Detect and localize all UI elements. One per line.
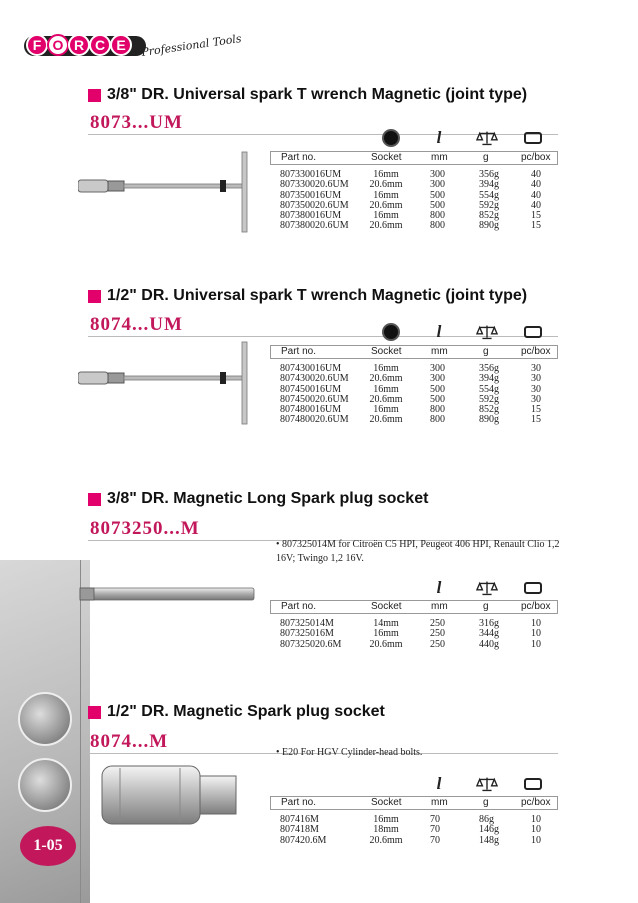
- header-g: g: [483, 601, 489, 612]
- header-part: Part no.: [281, 152, 317, 163]
- weight-column: [479, 619, 499, 650]
- box-column: [531, 619, 541, 650]
- table-cell: 16mm: [373, 169, 399, 180]
- table-cell: 20.6mm: [369, 220, 403, 232]
- table-cell: 807325016M: [280, 628, 334, 640]
- table-cell: 20.6mm: [369, 199, 403, 211]
- title-marker: [88, 493, 101, 506]
- table-cell: 554g: [479, 383, 499, 395]
- tool-photo-circle: [18, 758, 72, 812]
- logo-letter: O: [47, 34, 69, 56]
- table-cell: 10: [531, 814, 541, 825]
- table-cell: 800: [430, 210, 445, 222]
- product-note: • E20 For HGV Cylinder-head bolts.: [276, 747, 423, 758]
- header-part: Part no.: [281, 601, 317, 612]
- band-divider: [80, 560, 81, 903]
- mm-column: [430, 364, 445, 426]
- part-column: [280, 815, 326, 846]
- table-cell: 15: [531, 210, 541, 222]
- box-icon: [522, 578, 544, 598]
- table-cell: 500: [430, 199, 445, 211]
- table-cell: 800: [430, 220, 445, 232]
- table-cell: 40: [531, 199, 541, 211]
- header-box: pc/box: [521, 797, 551, 808]
- header-part: Part no.: [281, 797, 317, 808]
- weight-column: [479, 170, 499, 232]
- table-cell: 20.6mm: [369, 393, 403, 405]
- table-cell: 10: [531, 628, 541, 640]
- t-wrench-illustration: [78, 150, 258, 240]
- table-cell: 500: [430, 383, 445, 395]
- table-cell: 592g: [479, 199, 499, 211]
- header-mm: mm: [431, 152, 448, 163]
- table-cell: 20.6mm: [369, 834, 403, 846]
- table-cell: 807480016UM: [280, 404, 342, 416]
- table-cell: 807325020.6M: [280, 638, 342, 650]
- table-cell: 10: [531, 834, 541, 846]
- table-cell: 356g: [479, 169, 499, 180]
- section-title-text: 3/8" DR. Magnetic Long Spark plug socket: [107, 490, 429, 507]
- page-number-badge: 1-05: [20, 826, 76, 866]
- table-cell: 40: [531, 179, 541, 191]
- part-column: [280, 619, 341, 650]
- box-icon: [522, 322, 544, 342]
- table-cell: 807430016UM: [280, 363, 342, 374]
- table-cell: 300: [430, 179, 445, 191]
- table-cell: 148g: [479, 834, 499, 846]
- table-cell: 20.6mm: [369, 373, 403, 385]
- table-cell: 20.6mm: [369, 414, 403, 426]
- table-cell: 592g: [479, 393, 499, 405]
- title-marker: [88, 706, 101, 719]
- table-cell: 500: [430, 189, 445, 201]
- table-cell: 807480020.6UM: [280, 414, 349, 426]
- table-cell: 16mm: [373, 363, 399, 374]
- title-marker: [88, 290, 101, 303]
- scale-icon: [476, 578, 498, 598]
- table-header: [270, 600, 558, 614]
- table-cell: 500: [430, 393, 445, 405]
- table-cell: 807330016UM: [280, 169, 342, 180]
- table-cell: 20.6mm: [369, 179, 403, 191]
- table-header: [270, 796, 558, 810]
- table-cell: 70: [430, 814, 440, 825]
- header-mm: mm: [431, 601, 448, 612]
- table-cell: 15: [531, 220, 541, 232]
- table-cell: 30: [531, 373, 541, 385]
- header-socket: Socket: [371, 797, 402, 808]
- table-cell: 146g: [479, 824, 499, 836]
- table-cell: 554g: [479, 189, 499, 201]
- table-cell: 70: [430, 824, 440, 836]
- table-cell: 70: [430, 834, 440, 846]
- table-cell: 250: [430, 618, 445, 629]
- header-box: pc/box: [521, 601, 551, 612]
- table-cell: 10: [531, 618, 541, 629]
- table-cell: 15: [531, 404, 541, 416]
- spec-icons-row: [370, 128, 560, 148]
- table-cell: 16mm: [373, 814, 399, 825]
- logo-letter: E: [110, 34, 132, 56]
- socket-icon: [380, 322, 402, 342]
- logo-letter: R: [68, 34, 90, 56]
- table-cell: 440g: [479, 638, 499, 650]
- table-cell: 807380016UM: [280, 210, 342, 222]
- table-cell: 16mm: [373, 189, 399, 201]
- socket-column: [366, 170, 406, 232]
- header-box: pc/box: [521, 346, 551, 357]
- table-cell: 890g: [479, 414, 499, 426]
- table-cell: 800: [430, 414, 445, 426]
- socket-column: [366, 815, 406, 846]
- table-cell: 40: [531, 169, 541, 180]
- length-icon: l: [436, 128, 442, 147]
- section-title: [88, 703, 385, 721]
- table-cell: 807430020.6UM: [280, 373, 349, 385]
- table-cell: 356g: [479, 363, 499, 374]
- header-mm: mm: [431, 346, 448, 357]
- logo-letters: [26, 34, 131, 56]
- section-title-text: 3/8" DR. Universal spark T wrench Magnetic (joint type): [107, 86, 528, 103]
- mm-column: [430, 170, 445, 232]
- product-code: 8073...UM: [90, 112, 183, 133]
- table-cell: 250: [430, 638, 445, 650]
- mm-column: [430, 815, 440, 846]
- title-marker: [88, 89, 101, 102]
- length-icon: l: [436, 578, 442, 597]
- product-code: 8074...M: [90, 731, 169, 752]
- table-cell: 300: [430, 363, 445, 374]
- box-icon: [522, 774, 544, 794]
- table-cell: 852g: [479, 210, 499, 222]
- length-icon: l: [436, 322, 442, 341]
- header-mm: mm: [431, 797, 448, 808]
- header-socket: Socket: [371, 601, 402, 612]
- socket-icon: [380, 128, 402, 148]
- section-title-text: 1/2" DR. Universal spark T wrench Magnetic (joint type): [107, 287, 528, 304]
- section-title: [88, 86, 527, 104]
- spec-icons-row: [370, 578, 560, 598]
- scale-icon: [476, 322, 498, 342]
- table-cell: 10: [531, 638, 541, 650]
- table-cell: 16mm: [373, 383, 399, 395]
- table-cell: 30: [531, 363, 541, 374]
- table-cell: 807350016UM: [280, 189, 342, 201]
- header-g: g: [483, 152, 489, 163]
- table-cell: 30: [531, 383, 541, 395]
- box-column: [531, 170, 541, 232]
- table-cell: 18mm: [373, 824, 399, 836]
- long-socket-illustration: [78, 582, 258, 606]
- table-cell: 16mm: [373, 404, 399, 416]
- header-box: pc/box: [521, 152, 551, 163]
- header-g: g: [483, 797, 489, 808]
- weight-column: [479, 815, 499, 846]
- table-cell: 807420.6M: [280, 834, 327, 846]
- table-cell: 807325014M: [280, 618, 334, 629]
- box-column: [531, 815, 541, 846]
- table-cell: 300: [430, 373, 445, 385]
- section-title: [88, 490, 428, 508]
- table-header: [270, 151, 558, 165]
- table-cell: 807416M: [280, 814, 319, 825]
- spec-icons-row: [370, 774, 560, 794]
- table-cell: 807450020.6UM: [280, 393, 349, 405]
- table-cell: 394g: [479, 179, 499, 191]
- table-cell: 30: [531, 393, 541, 405]
- part-column: [280, 170, 349, 232]
- table-cell: 14mm: [373, 618, 399, 629]
- weight-column: [479, 364, 499, 426]
- socket-column: [366, 619, 406, 650]
- section-title-text: 1/2" DR. Magnetic Spark plug socket: [107, 703, 385, 720]
- brand-logo: [26, 30, 242, 60]
- logo-letter: F: [26, 34, 48, 56]
- table-cell: 807330020.6UM: [280, 179, 349, 191]
- table-cell: 16mm: [373, 628, 399, 640]
- logo-letter: C: [89, 34, 111, 56]
- table-cell: 394g: [479, 373, 499, 385]
- table-cell: 807380020.6UM: [280, 220, 349, 232]
- scale-icon: [476, 128, 498, 148]
- table-cell: 344g: [479, 628, 499, 640]
- table-cell: 807418M: [280, 824, 319, 836]
- header-socket: Socket: [371, 346, 402, 357]
- spec-icons-row: [370, 322, 560, 342]
- brand-tagline: Professional Tools: [140, 31, 243, 59]
- product-code: 8074...UM: [90, 314, 183, 335]
- mm-column: [430, 619, 445, 650]
- product-code: 8073250...M: [90, 518, 200, 539]
- scale-icon: [476, 774, 498, 794]
- header-part: Part no.: [281, 346, 317, 357]
- header-g: g: [483, 346, 489, 357]
- table-cell: 807450016UM: [280, 383, 342, 395]
- table-cell: 250: [430, 628, 445, 640]
- section-title: [88, 287, 527, 305]
- table-cell: 800: [430, 404, 445, 416]
- box-icon: [522, 128, 544, 148]
- table-cell: 10: [531, 824, 541, 836]
- table-cell: 807350020.6UM: [280, 199, 349, 211]
- table-cell: 20.6mm: [369, 638, 403, 650]
- tool-photo-circle: [18, 692, 72, 746]
- header-socket: Socket: [371, 152, 402, 163]
- table-cell: 316g: [479, 618, 499, 629]
- box-column: [531, 364, 541, 426]
- table-cell: 15: [531, 414, 541, 426]
- table-cell: 300: [430, 169, 445, 180]
- part-column: [280, 364, 349, 426]
- socket-column: [366, 364, 406, 426]
- length-icon: l: [436, 774, 442, 793]
- spark-plug-socket-illustration: [100, 760, 250, 830]
- table-cell: 890g: [479, 220, 499, 232]
- table-cell: 852g: [479, 404, 499, 416]
- product-note: • 807325014M for Citroën C5 HPI, Peugeot 406 HPI, Renault Clio 1,2 16V; Twingo 1,2 16V.: [276, 539, 560, 564]
- table-cell: 16mm: [373, 210, 399, 222]
- table-header: [270, 345, 558, 359]
- table-cell: 40: [531, 189, 541, 201]
- table-cell: 86g: [479, 814, 494, 825]
- t-wrench-illustration: [78, 340, 258, 430]
